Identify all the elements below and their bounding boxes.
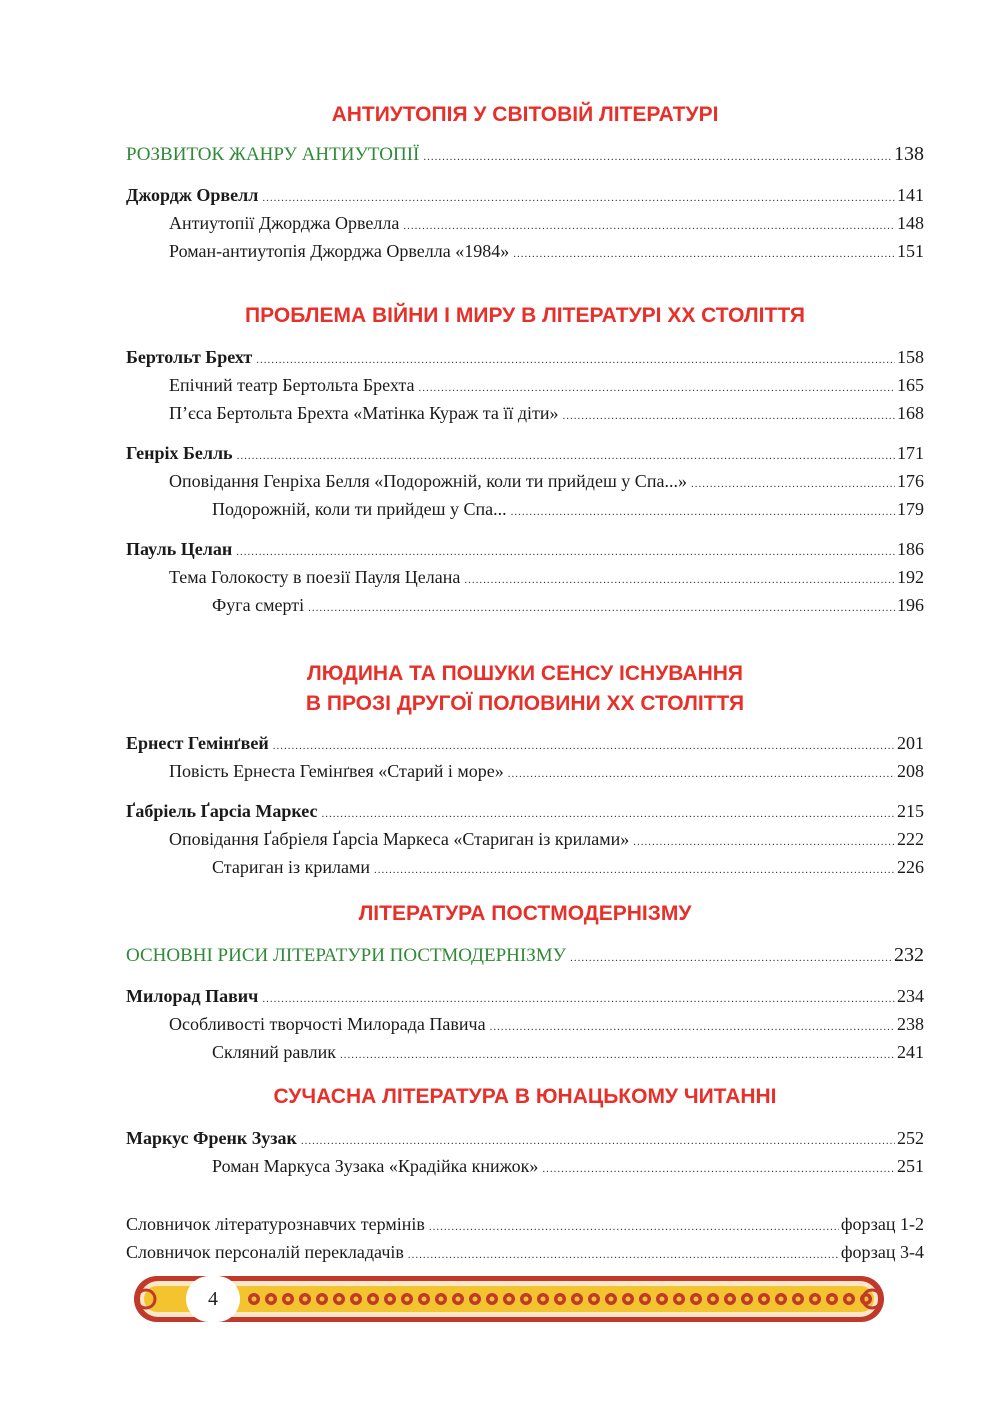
entry-title: Милорад Павич (126, 986, 259, 1006)
entry-title: Скляний равлик (212, 1042, 337, 1062)
ornament-dot (456, 1297, 461, 1302)
ornament-dot (541, 1297, 546, 1302)
leader-dots (429, 1215, 839, 1240)
entry-page: 151 (897, 241, 924, 261)
toc-entry (126, 183, 924, 211)
ornament-dot (575, 1297, 580, 1302)
ornament-dot (473, 1297, 478, 1302)
entry-title: Ґабріель Ґарсіа Маркес (126, 801, 318, 821)
entry-title: РОЗВИТОК ЖАНРУ АНТИУТОПІЇ (126, 144, 420, 165)
entry-page: 171 (897, 443, 924, 463)
entry-title: Генріх Белль (126, 443, 233, 463)
entry-page: 186 (897, 539, 924, 559)
ornament-dot (439, 1297, 444, 1302)
entry-page: 138 (894, 143, 924, 165)
toc-entry (126, 140, 924, 171)
ornament-dot (524, 1297, 529, 1302)
ornament-dot (677, 1297, 682, 1302)
leader-dots (236, 540, 895, 565)
entry-title: Словничок персоналій перекладачів (126, 1242, 404, 1262)
entry-page: 238 (897, 1014, 924, 1034)
entry-title: Бертольт Брехт (126, 347, 253, 367)
entry-title: ОСНОВНІ РИСИ ЛІТЕРАТУРИ ПОСТМОДЕРНІЗМУ (126, 945, 567, 966)
entry-title: Стариган із крилами (212, 857, 370, 877)
toc-entry (126, 537, 924, 565)
entry-page: 192 (897, 567, 924, 587)
entry-title: Словничок літературознавчих термінів (126, 1214, 425, 1234)
entry-title: Особливості творчості Милорада Павича (169, 1014, 486, 1034)
leader-dots (408, 1243, 839, 1268)
entry-title: Антиутопії Джорджа Орвелла (169, 213, 400, 233)
leader-dots (563, 404, 896, 429)
toc-entry (126, 1212, 924, 1240)
leader-dots (464, 568, 895, 593)
entry-page: 141 (897, 185, 924, 205)
entry-page: 158 (897, 347, 924, 367)
ornament-dot (252, 1297, 257, 1302)
toc-entry (126, 984, 924, 1012)
entry-title: Роман-антиутопія Джорджа Орвелла «1984» (169, 241, 510, 261)
toc-entry (126, 593, 924, 621)
ornament-dot (507, 1297, 512, 1302)
entry-page: 222 (897, 829, 924, 849)
section-title-line: В ПРОЗІ ДРУГОЇ ПОЛОВИНИ ХХ СТОЛІТТЯ (305, 692, 745, 715)
entry-title: Пауль Целан (126, 539, 233, 559)
ornament-dot (592, 1297, 597, 1302)
ornament-dot (796, 1297, 801, 1302)
leader-dots (262, 987, 895, 1012)
leader-dots (237, 444, 895, 469)
ornament-dot (660, 1297, 665, 1302)
leader-dots (262, 186, 895, 211)
toc-entry (126, 565, 924, 593)
ornament-dot (830, 1297, 835, 1302)
ornament-dot (779, 1297, 784, 1302)
entry-title: Ернест Гемінґвей (126, 733, 269, 753)
toc-entry (126, 1126, 924, 1154)
page-number: 4 (186, 1276, 240, 1322)
entry-title: Оповідання Ґабріеля Ґарсіа Маркеса «Стариган із крилами» (169, 829, 630, 849)
ornament-dot (694, 1297, 699, 1302)
entry-page: 148 (897, 213, 924, 233)
entry-page: 226 (897, 857, 924, 877)
ornament-dot (337, 1297, 342, 1302)
leader-dots (511, 500, 895, 525)
leader-dots (508, 762, 895, 787)
section-title: АНТИУТОПІЯ У СВІТОВІЙ ЛІТЕРАТУРІ (331, 103, 719, 126)
entry-page: 251 (897, 1156, 924, 1176)
entry-page: 165 (897, 375, 924, 395)
entry-page: 215 (897, 801, 924, 821)
entry-page: форзац 1-2 (840, 1214, 924, 1234)
ornament-dot (303, 1297, 308, 1302)
entry-title: Епічний театр Бертольта Брехта (169, 375, 415, 395)
entry-title: Повість Ернеста Гемінґвея «Старий і море» (169, 761, 504, 781)
ornament-dot (745, 1297, 750, 1302)
toc-entry (126, 731, 924, 759)
leader-dots (490, 1015, 895, 1040)
entry-title: Джордж Орвелл (126, 185, 259, 205)
leader-dots (633, 830, 895, 855)
entry-page: 252 (897, 1128, 924, 1148)
toc-entry (126, 345, 924, 373)
toc-entry (126, 799, 924, 827)
toc-entry (126, 469, 924, 497)
ornament-dot (626, 1297, 631, 1302)
entry-title: Маркус Френк Зузак (126, 1128, 297, 1148)
toc-entry (126, 497, 924, 525)
leader-dots (691, 472, 895, 497)
ornament-dot (388, 1297, 393, 1302)
toc-entry (126, 401, 924, 429)
toc-entry (126, 373, 924, 401)
ornament-dot (269, 1297, 274, 1302)
table-of-contents (126, 100, 924, 1268)
toc-entry (126, 1240, 924, 1268)
leader-dots (256, 348, 895, 373)
section-title: ПРОБЛЕМА ВІЙНИ І МИРУ В ЛІТЕРАТУРІ ХХ СТОЛІТТЯ (245, 304, 805, 327)
toc-entry (126, 827, 924, 855)
leader-dots (340, 1043, 895, 1068)
leader-dots (570, 944, 892, 972)
leader-dots (321, 802, 895, 827)
toc-entry (126, 941, 924, 972)
entry-title: Фуга смерті (212, 595, 305, 615)
ornament-dot (711, 1297, 716, 1302)
entry-page: 176 (897, 471, 924, 491)
toc-entry (126, 1154, 924, 1182)
ornament-dot (422, 1297, 427, 1302)
entry-page: 241 (897, 1042, 924, 1062)
toc-entry (126, 441, 924, 469)
leader-dots (308, 596, 895, 621)
section-title (126, 659, 924, 719)
ornament-dot (320, 1297, 325, 1302)
section-title-line: ЛЮДИНА ТА ПОШУКИ СЕНСУ ІСНУВАННЯ (307, 662, 743, 685)
toc-entry (126, 1012, 924, 1040)
entry-title: Роман Маркуса Зузака «Крадійка книжок» (212, 1156, 539, 1176)
entry-page: 208 (897, 761, 924, 781)
leader-dots (374, 858, 895, 883)
ornament-dot (643, 1297, 648, 1302)
entry-page: 196 (897, 595, 924, 615)
toc-entry (126, 759, 924, 787)
entry-title: П’єса Бертольта Брехта «Матінка Кураж та її діти» (169, 403, 559, 423)
entry-title: Оповідання Генріха Белля «Подорожній, коли ти прийдеш у Спа...» (169, 471, 687, 491)
toc-entry (126, 1040, 924, 1068)
entry-page: 232 (894, 944, 924, 966)
leader-dots (403, 214, 895, 239)
ornament-dot (490, 1297, 495, 1302)
entry-page: форзац 3-4 (840, 1242, 924, 1262)
entry-page: 234 (897, 986, 924, 1006)
entry-title: Тема Голокосту в поезії Пауля Целана (169, 567, 461, 587)
ornament-dot (558, 1297, 563, 1302)
entry-title: Подорожній, коли ти прийдеш у Спа... (212, 499, 507, 519)
ornament-dot (847, 1297, 852, 1302)
ornament-dot (286, 1297, 291, 1302)
section-title: ЛІТЕРАТУРА ПОСТМОДЕРНІЗМУ (358, 902, 692, 925)
leader-dots (513, 242, 895, 267)
leader-dots (301, 1129, 895, 1154)
entry-page: 168 (897, 403, 924, 423)
ornament-dot (371, 1297, 376, 1302)
leader-dots (273, 734, 895, 759)
ornament-dot (405, 1297, 410, 1302)
toc-entry (126, 211, 924, 239)
ornament-dot (609, 1297, 614, 1302)
entry-page: 201 (897, 733, 924, 753)
toc-entry (126, 239, 924, 267)
section-title: СУЧАСНА ЛІТЕРАТУРА В ЮНАЦЬКОМУ ЧИТАННІ (273, 1085, 777, 1108)
entry-page: 179 (897, 499, 924, 519)
leader-dots (423, 143, 892, 171)
toc-entry (126, 855, 924, 883)
ornament-dot (762, 1297, 767, 1302)
ornament-dot (813, 1297, 818, 1302)
ornament-dot (728, 1297, 733, 1302)
leader-dots (542, 1157, 895, 1182)
ornament-dot (354, 1297, 359, 1302)
leader-dots (419, 376, 895, 401)
